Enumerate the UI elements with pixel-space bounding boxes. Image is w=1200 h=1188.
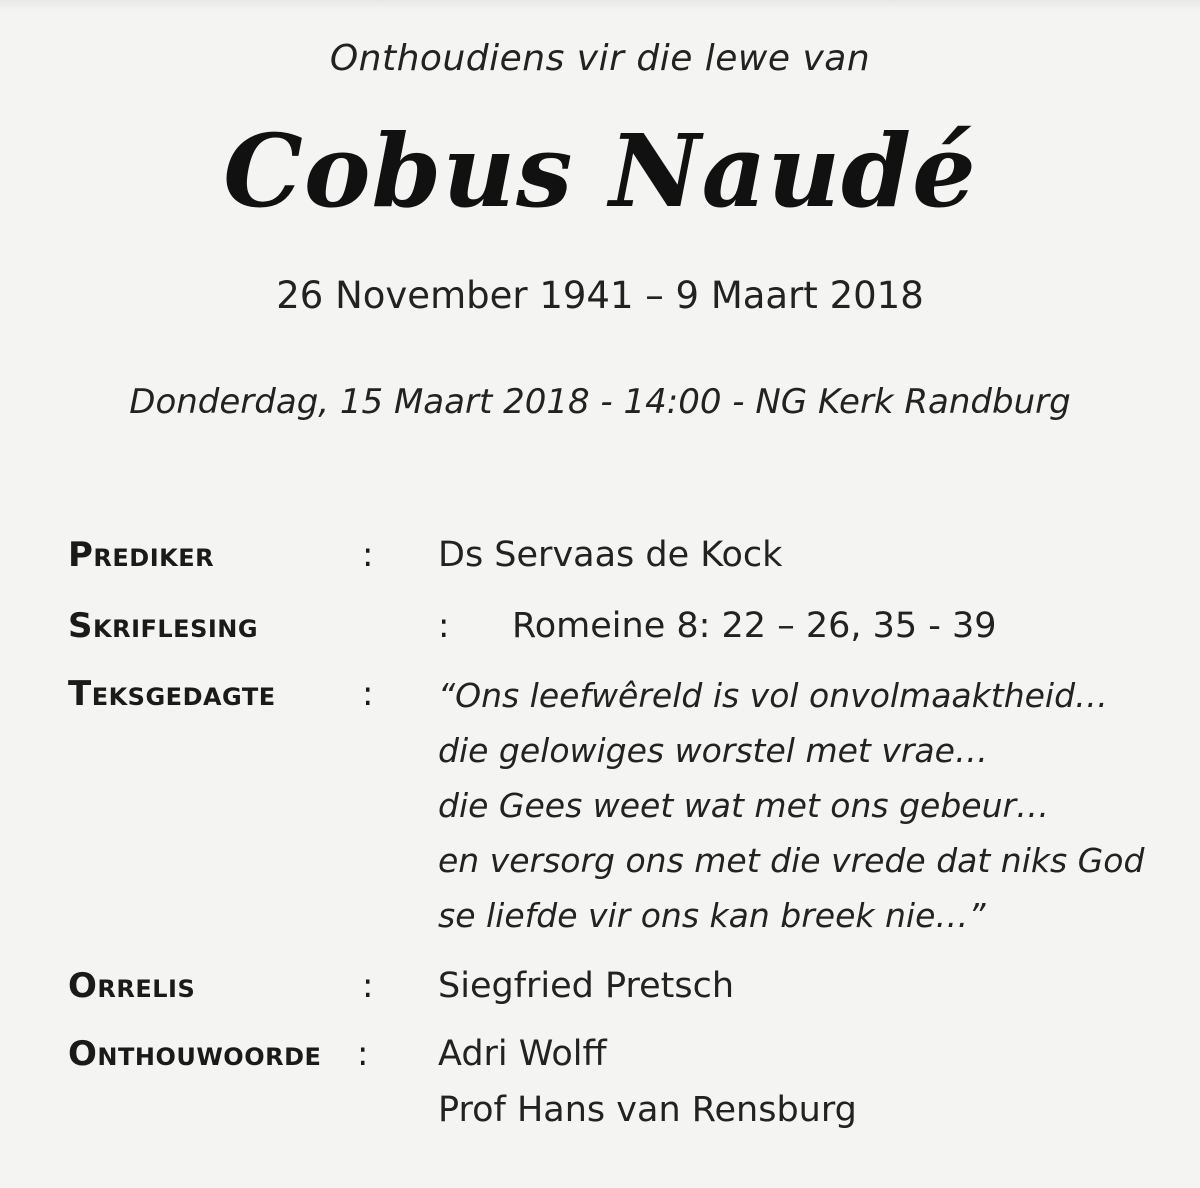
quote-line: die gelowiges worstel met vrae… xyxy=(438,731,988,770)
program-label: Onthouwoorde xyxy=(68,1034,322,1074)
program-row-onthouwoorde xyxy=(0,1034,1200,1084)
program-label: Prediker xyxy=(68,535,215,575)
quote-line: se liefde vir ons kan breek nie…” xyxy=(438,896,986,935)
program-colon: : xyxy=(362,535,374,575)
program-label: Skriflesing xyxy=(68,606,259,646)
program-row-skriflesing xyxy=(0,606,1200,656)
program-value: Adri Wolff xyxy=(438,1034,607,1074)
intro-text: Onthoudiens vir die lewe van xyxy=(329,38,871,79)
program-value: Romeine 8: 22 – 26, 35 - 39 xyxy=(512,606,997,646)
quote-line: die Gees weet wat met ons gebeur… xyxy=(438,786,1050,825)
program-colon: : xyxy=(362,966,374,1006)
program-value: Prof Hans van Rensburg xyxy=(438,1090,857,1130)
program-row-prediker xyxy=(0,535,1200,585)
program-colon: : xyxy=(357,1034,369,1074)
program-label: Orrelis xyxy=(68,966,196,1006)
service-details: Donderdag, 15 Maart 2018 - 14:00 - NG Kerk Randburg xyxy=(129,382,1071,422)
deceased-name: Cobus Naudé xyxy=(223,112,977,230)
life-dates: 26 November 1941 – 9 Maart 2018 xyxy=(276,274,924,317)
program-value: Siegfried Pretsch xyxy=(438,966,735,1006)
quote-line: “Ons leefwêreld is vol onvolmaaktheid… xyxy=(438,676,1109,715)
program-row-orrelis xyxy=(0,966,1200,1016)
program-colon: : xyxy=(362,674,374,714)
program-label: Teksgedagte xyxy=(68,674,276,714)
program-colon: : xyxy=(438,606,450,646)
quote-line: en versorg ons met die vrede dat niks God xyxy=(438,841,1145,880)
program-value: Ds Servaas de Kock xyxy=(438,535,783,575)
